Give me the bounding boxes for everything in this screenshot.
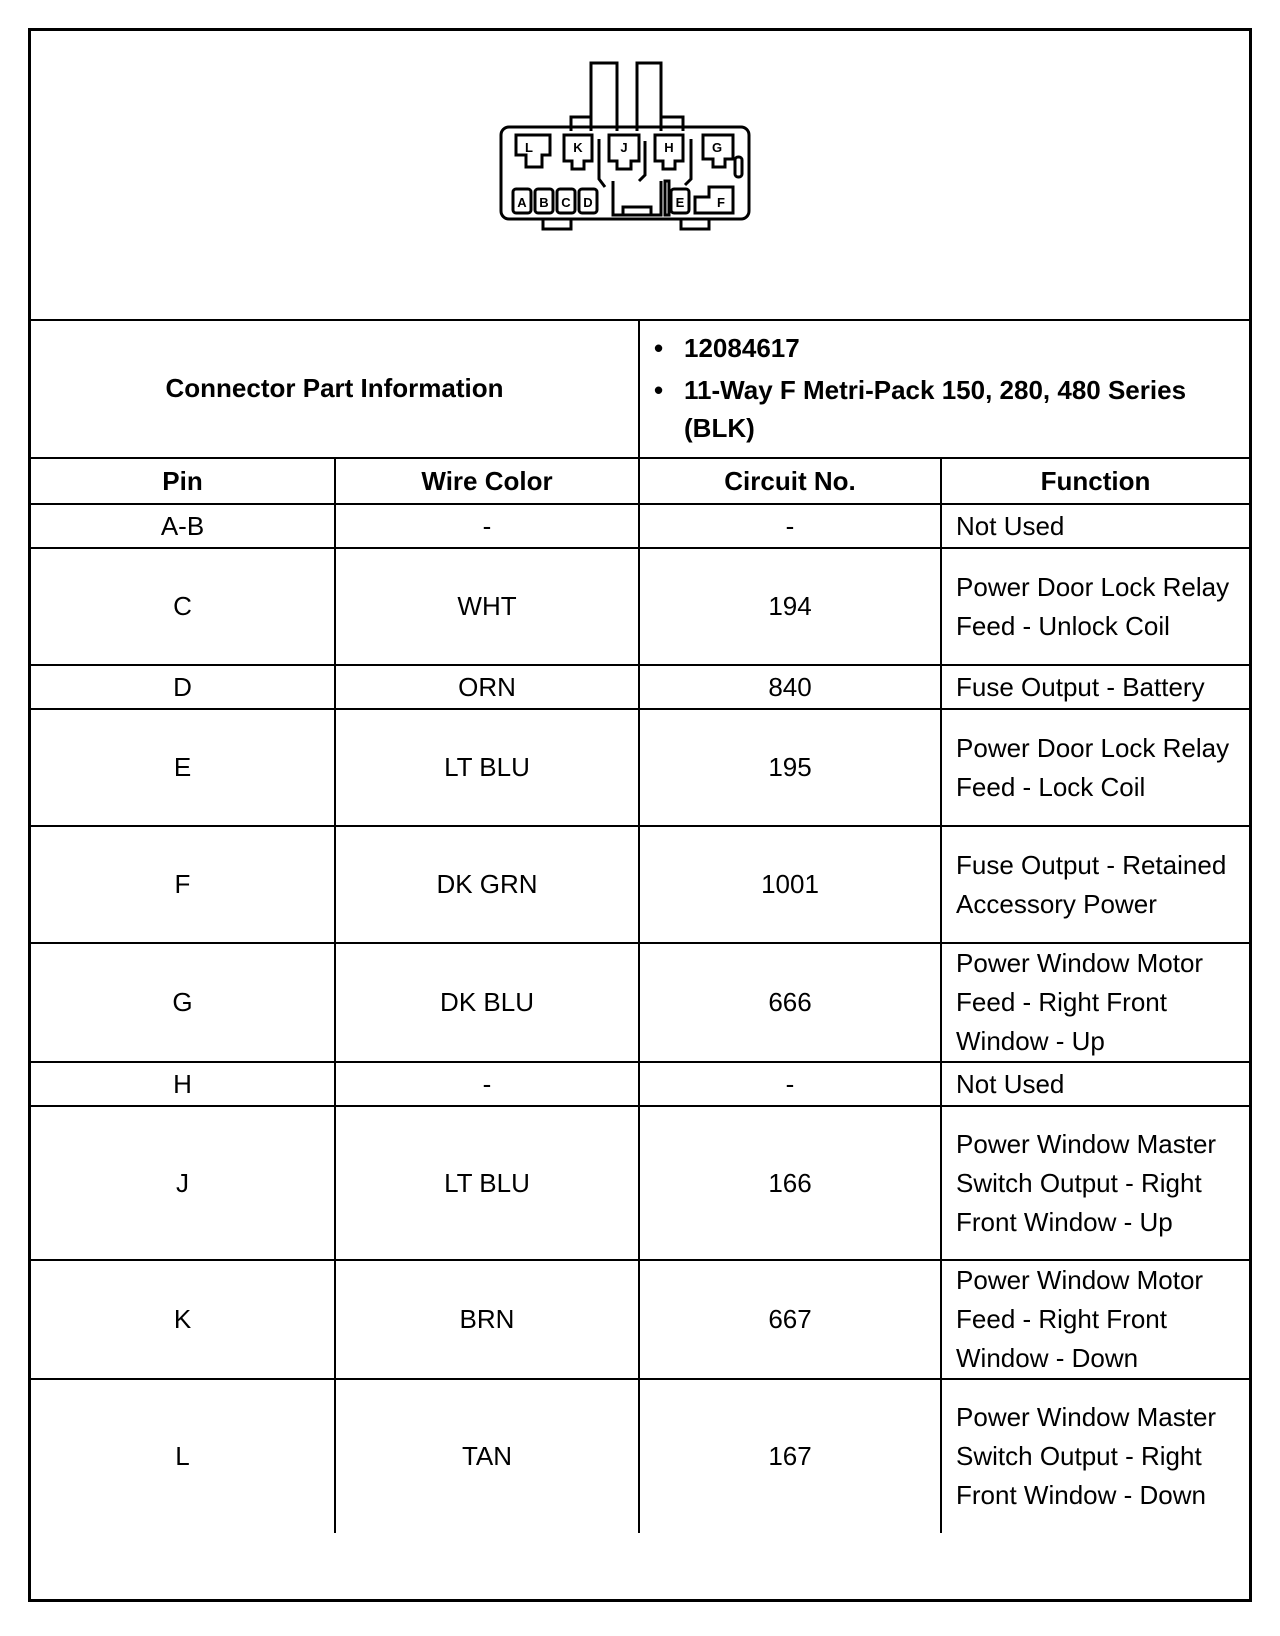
connector-info-values bbox=[639, 319, 1249, 458]
cavity-f bbox=[695, 187, 733, 213]
pin-cell: K bbox=[31, 1260, 335, 1379]
table-row bbox=[31, 1062, 1249, 1106]
cavity-label-a: A bbox=[517, 195, 527, 210]
cavity-label-h: H bbox=[664, 140, 674, 155]
table-row bbox=[31, 1106, 1249, 1260]
function-cell: Not Used bbox=[941, 1062, 1249, 1106]
cavity-label-f: F bbox=[717, 195, 725, 210]
cavity-label-b: B bbox=[539, 195, 549, 210]
connector-description: • 11-Way F Metri-Pack 150, 280, 480 Series (BLK) bbox=[654, 371, 1241, 447]
cavity-label-g: G bbox=[711, 140, 723, 155]
table-header-row bbox=[31, 458, 1249, 504]
circuit-cell: 166 bbox=[639, 1106, 941, 1260]
circuit-cell: 195 bbox=[639, 709, 941, 826]
circuit-cell: - bbox=[639, 504, 941, 548]
pin-cell: E bbox=[31, 709, 335, 826]
circuit-cell: 840 bbox=[639, 665, 941, 709]
latch-left bbox=[591, 63, 617, 131]
table-row bbox=[31, 504, 1249, 548]
wire-color-cell: - bbox=[335, 504, 639, 548]
table-row bbox=[31, 1379, 1249, 1533]
table-row bbox=[31, 548, 1249, 665]
header-wire-color: Wire Color bbox=[335, 458, 639, 504]
circuit-cell: 1001 bbox=[639, 826, 941, 943]
table-row bbox=[31, 709, 1249, 826]
latch-right bbox=[637, 63, 661, 131]
table-row bbox=[31, 1260, 1249, 1379]
wire-color-cell: LT BLU bbox=[335, 709, 639, 826]
cavity-label-j: J bbox=[620, 140, 628, 155]
function-cell: Fuse Output - Retained Accessory Power bbox=[941, 826, 1249, 943]
function-cell: Power Door Lock Relay Feed - Unlock Coil bbox=[941, 548, 1249, 665]
pin-cell: H bbox=[31, 1062, 335, 1106]
cavity-label-d: D bbox=[583, 195, 593, 210]
pin-cell: F bbox=[31, 826, 335, 943]
cavity-label-k: K bbox=[573, 140, 583, 155]
connector-drawing bbox=[31, 31, 1249, 319]
circuit-cell: 167 bbox=[639, 1379, 941, 1533]
table-row bbox=[31, 826, 1249, 943]
wire-color-cell: DK GRN bbox=[335, 826, 639, 943]
function-cell: Power Window Motor Feed - Right Front Window - Up bbox=[941, 943, 1249, 1062]
wire-color-cell: TAN bbox=[335, 1379, 639, 1533]
function-cell: Power Door Lock Relay Feed - Lock Coil bbox=[941, 709, 1249, 826]
wire-color-cell: - bbox=[335, 1062, 639, 1106]
table-body bbox=[31, 504, 1249, 1533]
function-cell: Power Window Master Switch Output - Right Front Window - Down bbox=[941, 1379, 1249, 1533]
header-pin: Pin bbox=[31, 458, 335, 504]
wire-color-cell: BRN bbox=[335, 1260, 639, 1379]
part-number: • 12084617 bbox=[654, 329, 1241, 367]
function-cell: Power Window Master Switch Output - Right Front Window - Up bbox=[941, 1106, 1249, 1260]
wire-color-cell: WHT bbox=[335, 548, 639, 665]
cavity-label-c: C bbox=[561, 195, 571, 210]
circuit-cell: - bbox=[639, 1062, 941, 1106]
function-cell: Fuse Output - Battery bbox=[941, 665, 1249, 709]
circuit-cell: 666 bbox=[639, 943, 941, 1062]
header-circuit: Circuit No. bbox=[639, 458, 941, 504]
table-row bbox=[31, 665, 1249, 709]
connector-info-label: Connector Part Information bbox=[31, 319, 639, 458]
wire-color-cell: ORN bbox=[335, 665, 639, 709]
circuit-cell: 194 bbox=[639, 548, 941, 665]
connector-sheet bbox=[28, 28, 1252, 1602]
pin-cell: L bbox=[31, 1379, 335, 1533]
pin-cell: J bbox=[31, 1106, 335, 1260]
circuit-cell: 667 bbox=[639, 1260, 941, 1379]
pin-cell: A-B bbox=[31, 504, 335, 548]
header-function: Function bbox=[941, 458, 1249, 504]
table-row bbox=[31, 943, 1249, 1062]
pin-cell: G bbox=[31, 943, 335, 1062]
pinout-table bbox=[31, 319, 1249, 1533]
wire-color-cell: LT BLU bbox=[335, 1106, 639, 1260]
function-cell: Power Window Motor Feed - Right Front Window - Down bbox=[941, 1260, 1249, 1379]
wire-color-cell: DK BLU bbox=[335, 943, 639, 1062]
pin-cell: D bbox=[31, 665, 335, 709]
cavity-l bbox=[516, 135, 550, 167]
connector-info-row bbox=[31, 319, 1249, 458]
connector-face-diagram bbox=[31, 31, 1249, 321]
pin-cell: C bbox=[31, 548, 335, 665]
function-cell: Not Used bbox=[941, 504, 1249, 548]
cavity-label-l: L bbox=[525, 140, 533, 155]
cavity-label-e: E bbox=[675, 195, 685, 210]
